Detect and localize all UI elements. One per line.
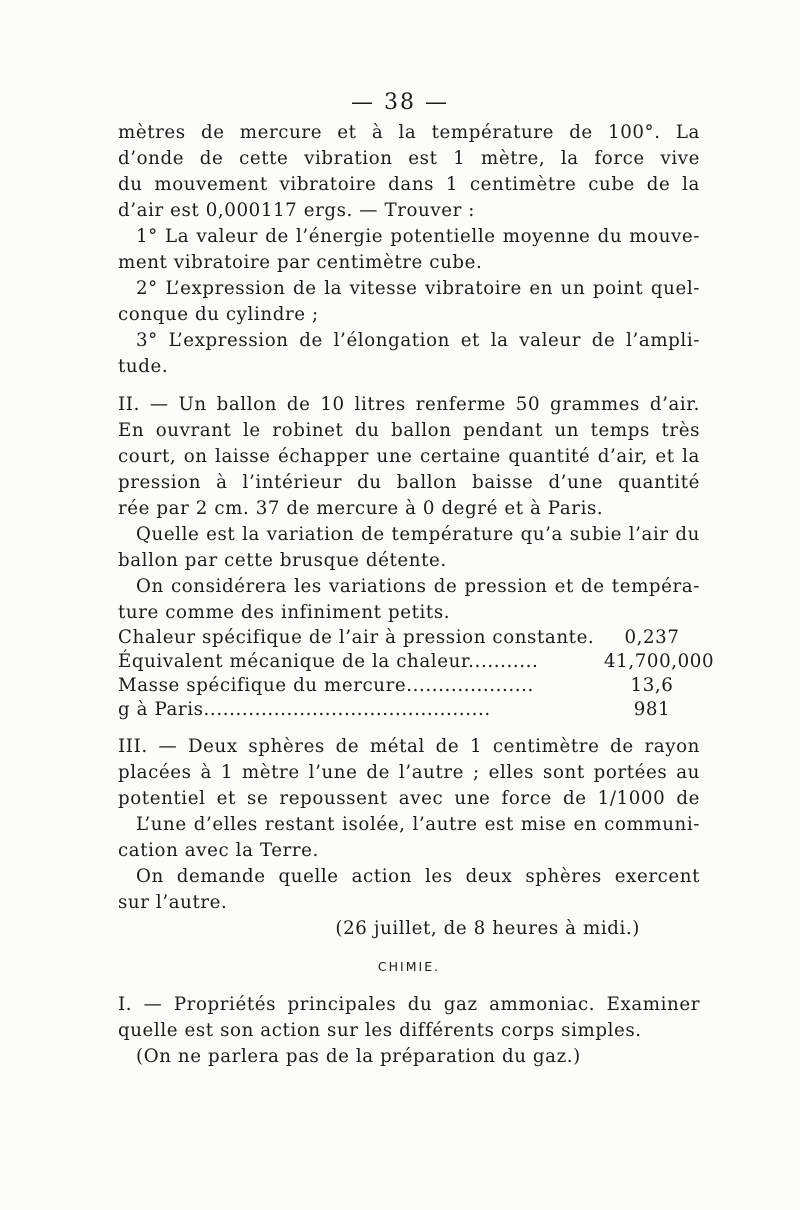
text-line: potentiel et se repoussent avec une force de 1/1000 de — [118, 788, 700, 809]
text-line: En ouvrant le robinet du ballon pendant un temps très — [118, 420, 700, 441]
constant-row — [118, 674, 700, 698]
text-line: Quelle est la variation de température qu’a subie l’air du — [136, 524, 700, 545]
text-line: du mouvement vibratoire dans 1 centimètre cube de la — [118, 174, 700, 195]
text-line: cation avec la Terre. — [118, 840, 319, 861]
constant-row — [118, 698, 700, 722]
constant-label: Équivalent mécanique de la chaleur........... — [118, 651, 539, 672]
text-line: 1° La valeur de l’énergie potentielle moyenne du mouve- — [136, 226, 700, 247]
text-line: d’onde de cette vibration est 1 mètre, la force vive — [118, 148, 700, 169]
text-line: (On ne parlera pas de la préparation du gaz.) — [136, 1046, 581, 1067]
text-line: L’une d’elles restant isolée, l’autre est mise en communi- — [136, 814, 700, 835]
constant-label: Chaleur spécifique de l’air à pression constante. — [118, 627, 595, 648]
text-line: mètres de mercure et à la température de 100°. La — [118, 122, 700, 143]
text-line: I. — Propriétés principales du gaz ammoniac. Examiner — [118, 994, 700, 1015]
text-line: ture comme des infiniment petits. — [118, 602, 451, 623]
text-line: On considérera les variations de pression et de tempéra- — [136, 576, 700, 597]
text-line: II. — Un ballon de 10 litres renferme 50 grammes d’air. — [118, 394, 700, 415]
page-number: — 38 — — [351, 90, 449, 115]
text-line: tude. — [118, 356, 169, 377]
constant-value: 981 — [633, 699, 671, 720]
constant-value: 13,6 — [630, 675, 674, 696]
text-line: quelle est son action sur les différents corps simples. — [118, 1020, 642, 1041]
constant-label: g à Paris............................................. — [118, 699, 491, 720]
text-line: 3° L’expression de l’élongation et la valeur de l’ampli- — [136, 330, 700, 351]
constant-label: Masse spécifique du mercure.................... — [118, 675, 534, 696]
text-line: d’air est 0,000117 ergs. — Trouver : — [118, 200, 476, 221]
text-line: rée par 2 cm. 37 de mercure à 0 degré et à Paris. — [118, 498, 604, 519]
text-line: sur l’autre. — [118, 892, 228, 913]
constant-row — [118, 626, 700, 650]
text-line: court, on laisse échapper une certaine quantité d’air, et la — [118, 446, 700, 467]
text-line: ballon par cette brusque détente. — [118, 550, 447, 571]
text-line: placées à 1 mètre l’une de l’autre ; elles sont portées au — [118, 762, 700, 783]
text-line: ment vibratoire par centimètre cube. — [118, 252, 483, 273]
text-line: pression à l’intérieur du ballon baisse d’une quantité — [118, 472, 700, 493]
section-heading: CHIMIE. — [377, 959, 441, 974]
body-text — [118, 120, 715, 1070]
text-line: 2° L’expression de la vitesse vibratoire en un point quel- — [136, 278, 700, 299]
constant-value: 41,700,000 — [604, 651, 715, 672]
constant-row — [118, 650, 715, 674]
constant-value: 0,237 — [624, 627, 680, 648]
text-line: conque du cylindre ; — [118, 304, 319, 325]
date-note: (26 juillet, de 8 heures à midi.) — [335, 918, 640, 939]
text-line: III. — Deux sphères de métal de 1 centimètre de rayon — [118, 736, 700, 757]
text-line: On demande quelle action les deux sphères exercent — [136, 866, 700, 887]
